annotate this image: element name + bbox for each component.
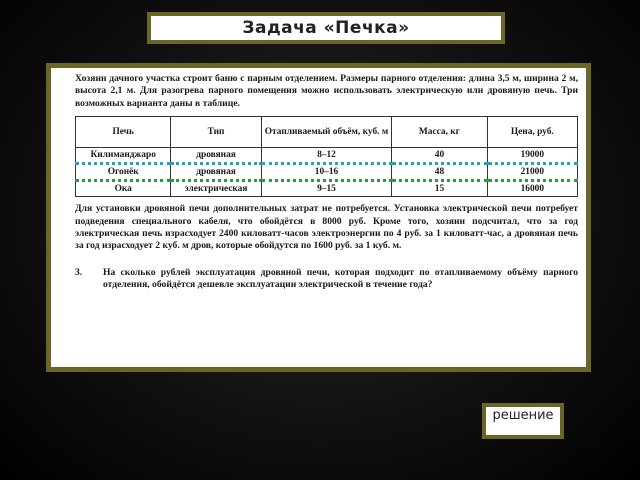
stove-table xyxy=(75,116,578,197)
cell-mass: 15 xyxy=(392,181,487,197)
solution-button[interactable]: решение xyxy=(482,403,564,439)
cell-mass: 48 xyxy=(392,164,487,181)
cell-volume: 8–12 xyxy=(261,148,392,164)
table-row xyxy=(76,148,578,164)
table-row xyxy=(76,164,578,181)
cell-mass: 40 xyxy=(392,148,487,164)
question-number: 3. xyxy=(75,266,83,278)
cell-price: 19000 xyxy=(487,148,577,164)
conditions-text: Для установки дровяной печи дополнительных затрат не потребуется. Установка электрической печи потребует подведения специального кабеля, что обойдётся в 8000 руб. Кроме того, хозяин подсчитал, что за год электрическая печь израсходует 2400 киловатт-часов электроэнергии по 4 руб. за 1 киловатт-час, а дровяная печь за год израсходует 2 куб. м дров, которые обойдутся по 1600 руб. за 1 куб. м. xyxy=(75,203,578,252)
header-mass: Масса, кг xyxy=(392,117,487,148)
cell-stove: Ока xyxy=(76,181,171,197)
table-header-row xyxy=(76,117,578,148)
question-text: На сколько рублей эксплуатация дровяной печи, которая подходит по отапливаемому объёму парного отделения, обойдётся дешевле эксплуатации электрической в течение года? xyxy=(103,266,578,291)
cell-stove: Килиманджаро xyxy=(76,148,171,164)
slide-title: Задача «Печка» xyxy=(242,18,410,38)
header-type: Тип xyxy=(171,117,261,148)
table-row xyxy=(76,181,578,197)
header-stove: Печь xyxy=(76,117,171,148)
cell-volume: 10–16 xyxy=(261,164,392,181)
cell-price: 16000 xyxy=(487,181,577,197)
header-volume: Отапливаемый объём, куб. м xyxy=(261,117,392,148)
slide-title-box xyxy=(147,12,505,44)
cell-type: дровяная xyxy=(171,164,261,181)
intro-text: Хозяин дачного участка строит баню с парным отделением. Размеры парного отделения: длина 3,5 м, ширина 2 м, высота 2,1 м. Для разогрева парного помещения можно использовать электрическую или дровяную печь. Три возможных варианта даны в таблице. xyxy=(75,73,578,109)
problem-document xyxy=(46,63,591,372)
cell-stove: Огонёк xyxy=(76,164,171,181)
cell-price: 21000 xyxy=(487,164,577,181)
cell-type: электрическая xyxy=(171,181,261,197)
header-price: Цена, руб. xyxy=(487,117,577,148)
cell-volume: 9–15 xyxy=(261,181,392,197)
cell-type: дровяная xyxy=(171,148,261,164)
question-block xyxy=(75,267,578,292)
